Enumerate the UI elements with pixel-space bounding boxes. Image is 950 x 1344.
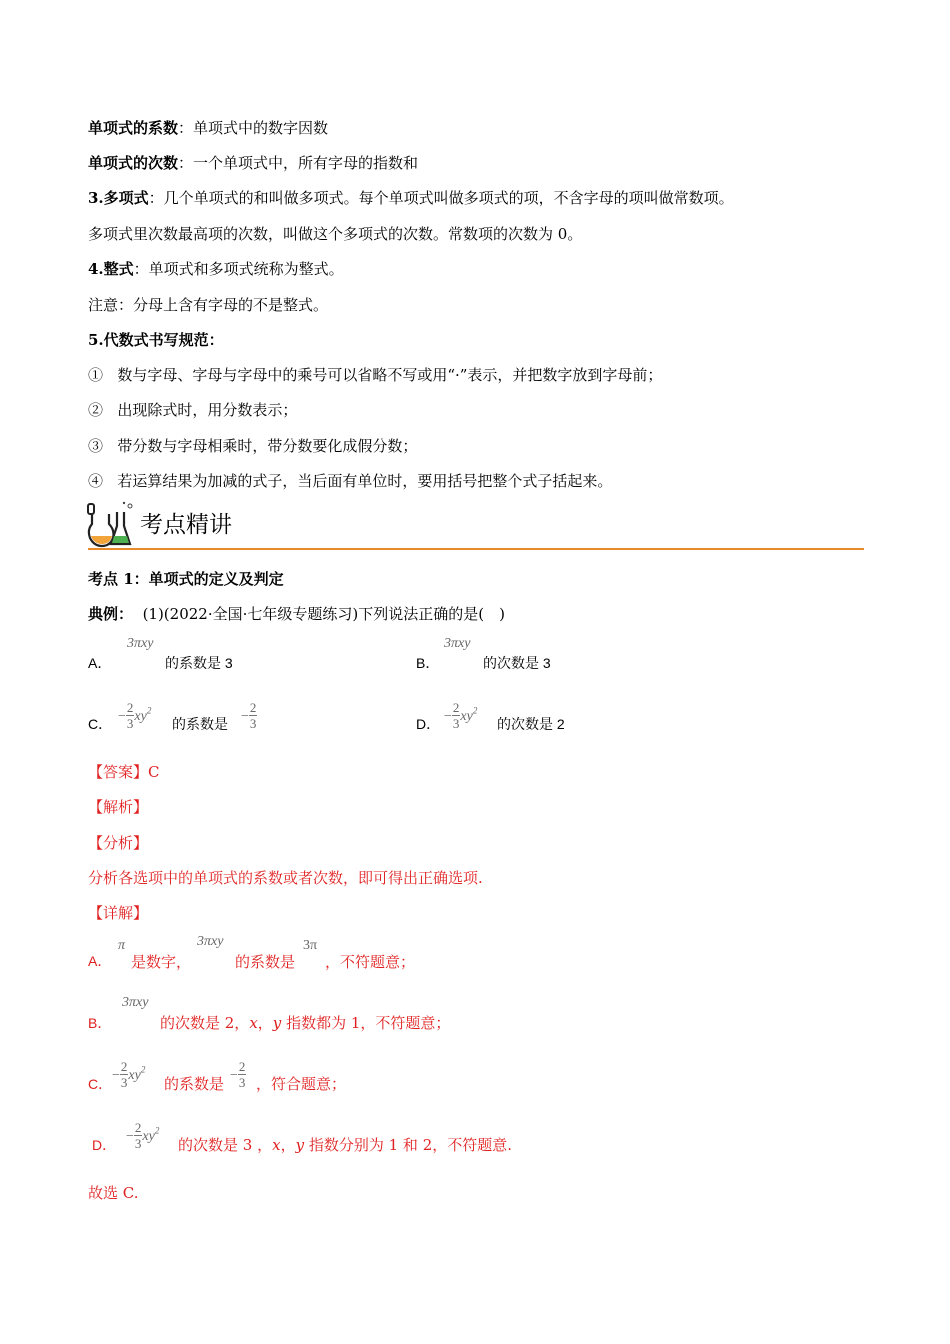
- option-c-expr: − $\frac{2}{3}$ $xy^2$: [118, 700, 152, 731]
- detail-b-label: B．: [88, 1015, 112, 1031]
- fenxi-tag: 【分析】: [88, 834, 149, 852]
- option-d-text: 的次数是 2: [497, 716, 565, 732]
- option-c-text: 的系数是: [172, 716, 228, 732]
- integral-definition: [88, 259, 344, 279]
- coef-desc: ：单项式中的数字因数: [178, 119, 329, 137]
- answer-line: 【答案】C: [88, 763, 160, 781]
- rule-text: 带分数与字母相乘时，带分数要化成假分数；: [117, 437, 418, 455]
- detail-d-text: 的次数是 3 ，x，y 指数分别为 1 和 2，不符题意.: [178, 1136, 513, 1154]
- detail-a-label: A．: [88, 953, 112, 969]
- poly-term: 3.多项式: [88, 189, 149, 207]
- detail-c-part2: ，符合题意；: [256, 1075, 347, 1093]
- pi-symbol: π: [118, 938, 126, 953]
- detail-a-part3: ，不符题意；: [325, 953, 416, 971]
- detail-a-coef: 3π: [303, 938, 318, 953]
- detail-a-expr: 3πxy: [197, 934, 224, 949]
- option-a-expr: 3πxy: [127, 636, 154, 651]
- detail-c-expr: − $\frac{2}{3}$ $xy^2$: [112, 1059, 146, 1090]
- detail-a-part1: 是数字，: [131, 953, 192, 971]
- detail-d-label: D．: [92, 1137, 117, 1153]
- rule-number: ④: [88, 472, 104, 490]
- example-label: 典例：: [88, 605, 134, 623]
- rule-number: ②: [88, 401, 104, 419]
- lab-flask-icon: [86, 500, 136, 548]
- integral-term: 4.整式: [88, 260, 134, 278]
- poly-desc: ：几个单项式的和叫做多项式。每个单项式叫做多项式的项，不含字母的项叫做常数项。: [148, 189, 734, 207]
- rule-number: ③: [88, 437, 104, 455]
- integral-desc: ：单项式和多项式统称为整式。: [133, 260, 344, 278]
- note-text: 注意：分母上含有字母的不是整式。: [88, 296, 329, 314]
- poly-definition: [88, 188, 734, 208]
- option-b-text: 的次数是 3: [483, 655, 551, 671]
- banner-divider: [88, 548, 864, 550]
- banner-title: 考点精讲: [140, 512, 232, 538]
- rule-item: [88, 365, 662, 385]
- rule-item: [88, 400, 297, 420]
- var-y: y: [295, 1136, 305, 1154]
- degree-definition: [88, 153, 418, 173]
- minus-sign: −: [118, 709, 126, 724]
- detail-tag: 【详解】: [88, 904, 149, 922]
- analysis-tag: 【解析】: [88, 798, 149, 816]
- conclusion-text: 故选 C.: [88, 1184, 139, 1202]
- var-y: y: [272, 1014, 282, 1032]
- option-b-label: B．: [416, 655, 440, 671]
- degree-term: 单项式的次数: [88, 154, 179, 172]
- rule-text: 出现除式时，用分数表示；: [117, 401, 298, 419]
- coef-definition: [88, 118, 328, 138]
- detail-b-text: 的次数是 2，x，y 指数都为 1，不符题意；: [160, 1014, 451, 1032]
- poly-degree-text: 多项式里次数最高项的次数，叫做这个多项式的次数。常数项的次数为 0。: [88, 225, 583, 243]
- fraction: $\frac{2}{3}$: [126, 700, 134, 731]
- section-heading: 考点 1：单项式的定义及判定: [88, 570, 284, 588]
- detail-d-expr: − $\frac{2}{3}$ $xy^2$: [126, 1120, 160, 1151]
- option-c-label: C．: [88, 716, 113, 732]
- degree-desc: ：一个单项式中，所有字母的指数和: [178, 154, 419, 172]
- detail-b-expr: 3πxy: [122, 995, 149, 1010]
- example-text: (1)(2022·全国·七年级专题练习)下列说法正确的是( ): [142, 605, 505, 623]
- option-d-label: D．: [416, 716, 441, 732]
- option-a-text: 的系数是 3: [165, 655, 233, 671]
- writing-rules-title: 5.代数式书写规范：: [88, 331, 224, 349]
- example-line: [88, 604, 505, 624]
- var-x: x: [272, 1136, 281, 1154]
- detail-c-part1: 的系数是: [164, 1075, 225, 1093]
- fenxi-text: 分析各选项中的单项式的系数或者次数，即可得出正确选项.: [88, 869, 483, 887]
- var-x: x: [249, 1014, 258, 1032]
- detail-c-label: C．: [88, 1076, 113, 1092]
- rule-text: 若运算结果为加减的式子，当后面有单位时，要用括号把整个式子括起来。: [117, 472, 613, 490]
- option-a-label: A．: [88, 655, 112, 671]
- option-c-coef: − $\frac{2}{3}$: [241, 700, 257, 731]
- detail-a-part2: 的系数是: [235, 953, 296, 971]
- detail-c-coef: − $\frac{2}{3}$: [230, 1059, 246, 1090]
- rule-text: 数与字母、字母与字母中的乘号可以省略不写或用“·”表示，并把数字放到字母前；: [117, 366, 663, 384]
- coef-term: 单项式的系数: [88, 119, 179, 137]
- option-d-expr: − $\frac{2}{3}$ $xy^2$: [444, 700, 478, 731]
- option-b-expr: 3πxy: [444, 636, 471, 651]
- rule-item: [88, 436, 417, 456]
- rule-item: [88, 471, 612, 491]
- rule-number: ①: [88, 366, 104, 384]
